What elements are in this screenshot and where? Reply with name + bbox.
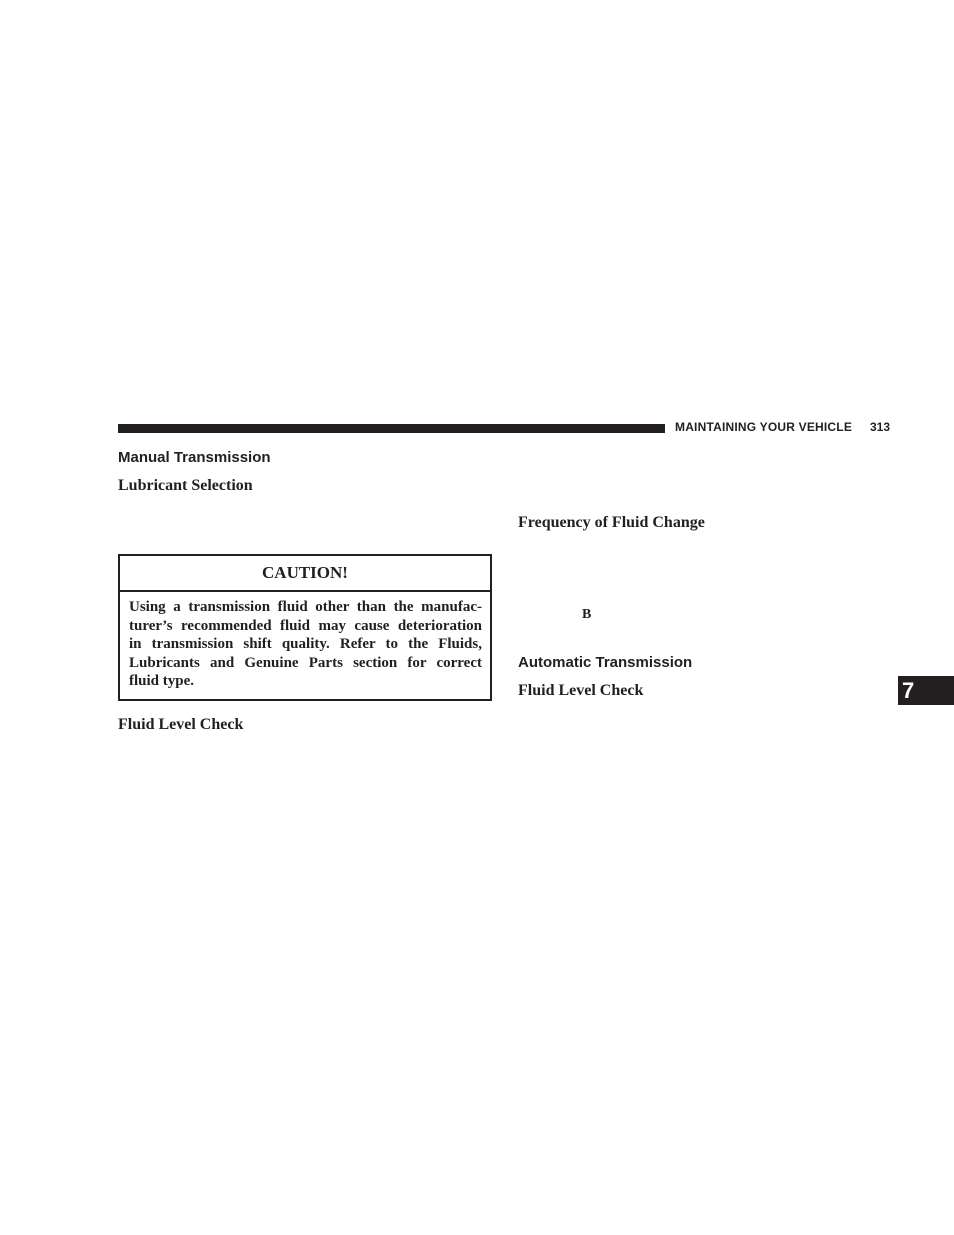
page-number: 313 — [870, 420, 891, 434]
caution-line: fluid type. — [129, 673, 195, 690]
chapter-tab — [898, 676, 954, 705]
header-rule — [118, 424, 665, 433]
manual-fluid-level-check-heading: Fluid Level Check — [118, 716, 244, 733]
lubricant-selection-heading: Lubricant Selection — [118, 477, 253, 494]
chapter-number: 7 — [902, 678, 915, 703]
frequency-of-fluid-change-heading: Frequency of Fluid Change — [518, 514, 705, 531]
caution-line: Using a transmission fluid other than the manufac- — [129, 599, 482, 615]
manual-transmission-heading: Manual Transmission — [118, 449, 271, 466]
automatic-transmission-heading: Automatic Transmission — [518, 654, 693, 671]
caution-title: CAUTION! — [120, 556, 490, 592]
caution-box — [118, 554, 492, 701]
caution-line: Lubricants and Genuine Parts section for correct — [129, 654, 482, 671]
automatic-fluid-level-check-heading: Fluid Level Check — [518, 682, 644, 699]
stray-letter: B — [582, 607, 592, 622]
running-header-title: MAINTAINING YOUR VEHICLE — [675, 420, 853, 434]
caution-line: in transmission shift quality. Refer to the Fluids, — [129, 636, 482, 653]
caution-line: turer’s recommended fluid may cause deterioration — [129, 617, 482, 634]
caution-text — [120, 592, 490, 691]
